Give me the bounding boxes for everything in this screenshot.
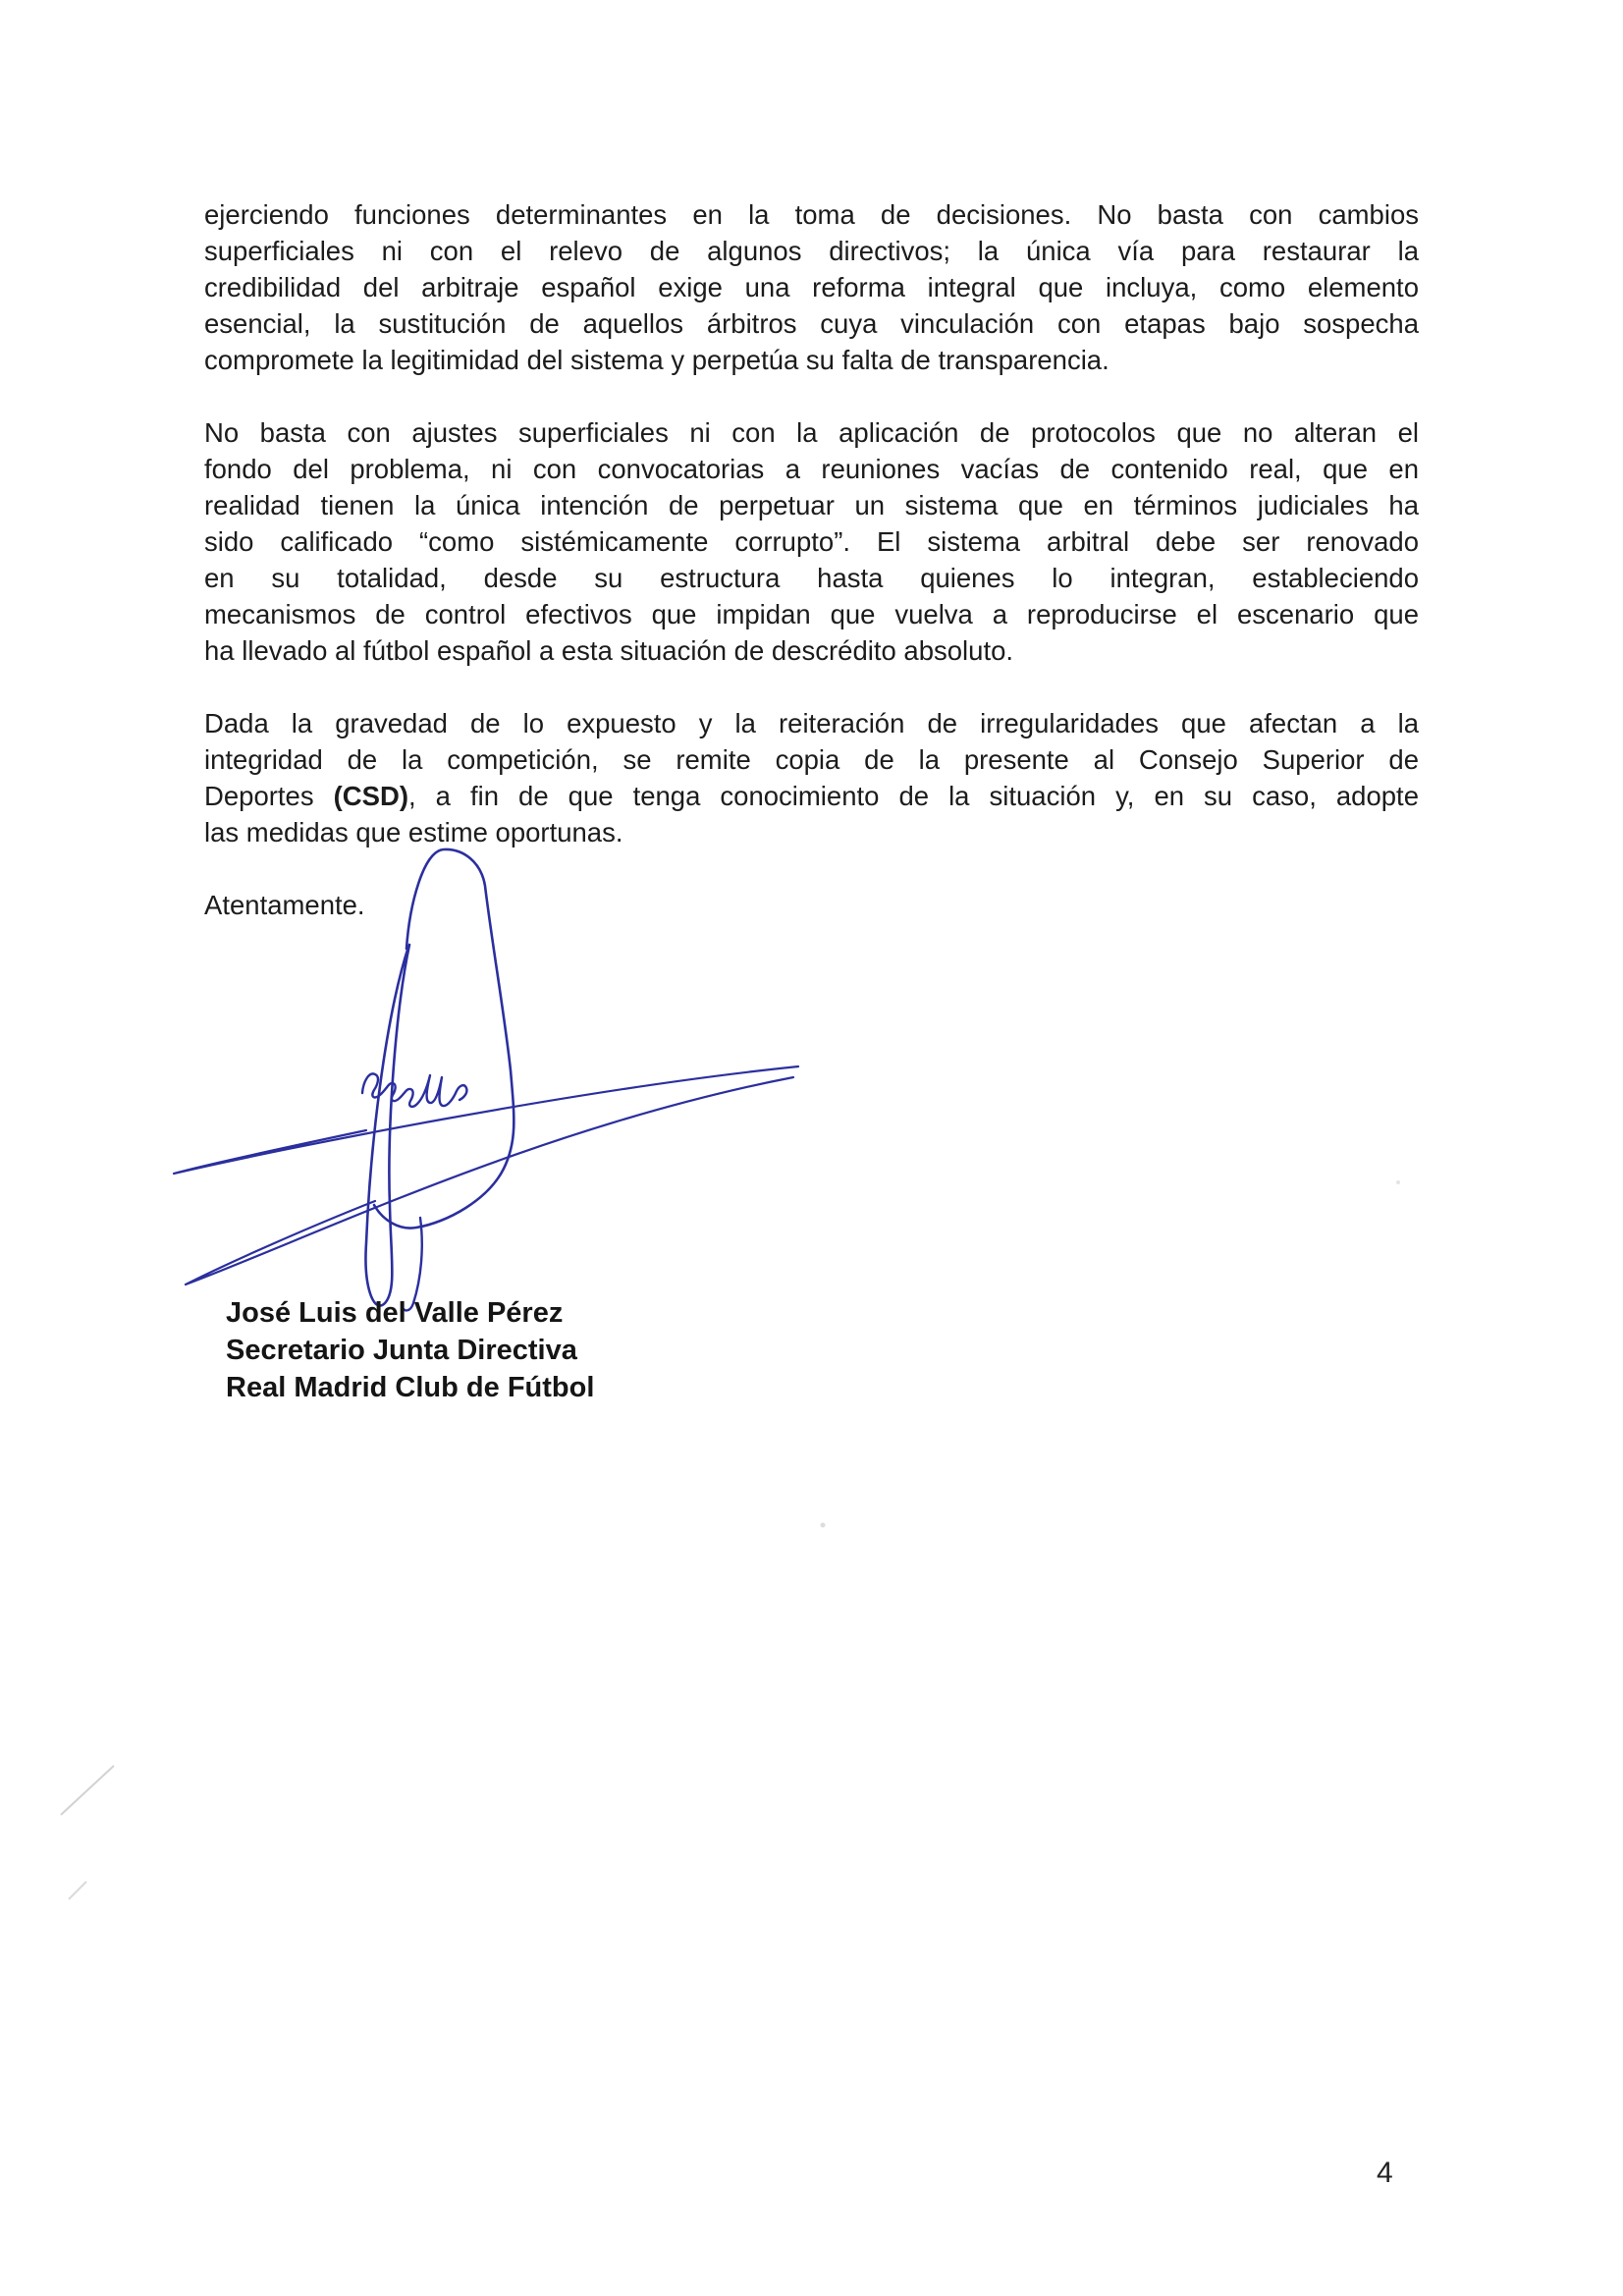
paragraph	[204, 414, 1419, 669]
text-line: superficiales ni con el relevo de algunos directivos; la única vía para restaurar la	[204, 236, 1419, 266]
closing-salutation: Atentamente.	[204, 890, 365, 920]
signature-block	[226, 1294, 594, 1406]
signer-name: José Luis del Valle Pérez	[226, 1297, 564, 1329]
text-line: compromete la legitimidad del sistema y perpetúa su falta de transparencia.	[204, 345, 1109, 375]
text-line: Deportes (CSD), a fin de que tenga conocimiento de la situación y, en su caso, adopte	[204, 781, 1419, 811]
paragraph	[204, 196, 1419, 378]
signature-stroke-stem-loop	[365, 945, 409, 1306]
text-line: sido calificado “como sistémicamente corrupto”. El sistema arbitral debe ser renovado	[204, 526, 1419, 557]
page-number: 4	[1377, 2157, 1393, 2189]
text-line: ejerciendo funciones determinantes en la toma de decisiones. No basta con cambios	[204, 199, 1419, 230]
signature-stroke-upper-flourish	[174, 1066, 798, 1174]
text-line: ha llevado al fútbol español a esta situación de descrédito absoluto.	[204, 635, 1014, 666]
text-line: esencial, la sustitución de aquellos árbitros cuya vinculación con etapas bajo sospecha	[204, 308, 1419, 339]
text-line: credibilidad del arbitraje español exige una reforma integral que incluya, como elemento	[204, 272, 1419, 302]
signature-stroke-lower-flourish	[186, 1077, 793, 1285]
text-line: No basta con ajustes superficiales ni con la aplicación de protocolos que no alteran el	[204, 417, 1419, 448]
text-line: mecanismos de control efectivos que impidan que vuelva a reproducirse el escenario que	[204, 599, 1419, 629]
paragraph	[204, 705, 1419, 850]
text-line: Dada la gravedad de lo expuesto y la reiteración de irregularidades que afectan a la	[204, 708, 1419, 738]
text-line: integridad de la competición, se remite copia de la presente al Consejo Superior de	[204, 744, 1419, 775]
signer-organization: Real Madrid Club de Fútbol	[226, 1372, 595, 1403]
text-line: fondo del problema, ni con convocatorias a reuniones vacías de contenido real, que en	[204, 454, 1419, 484]
letter-body	[204, 196, 1419, 923]
signer-title: Secretario Junta Directiva	[226, 1335, 577, 1366]
signature-stroke-script	[362, 1073, 466, 1106]
text-line: en su totalidad, desde su estructura hasta quienes lo integran, estableciendo	[204, 563, 1419, 593]
text-line: las medidas que estime oportunas.	[204, 817, 623, 847]
text-line: realidad tienen la única intención de perpetuar un sistema que en términos judiciales ha	[204, 490, 1419, 520]
